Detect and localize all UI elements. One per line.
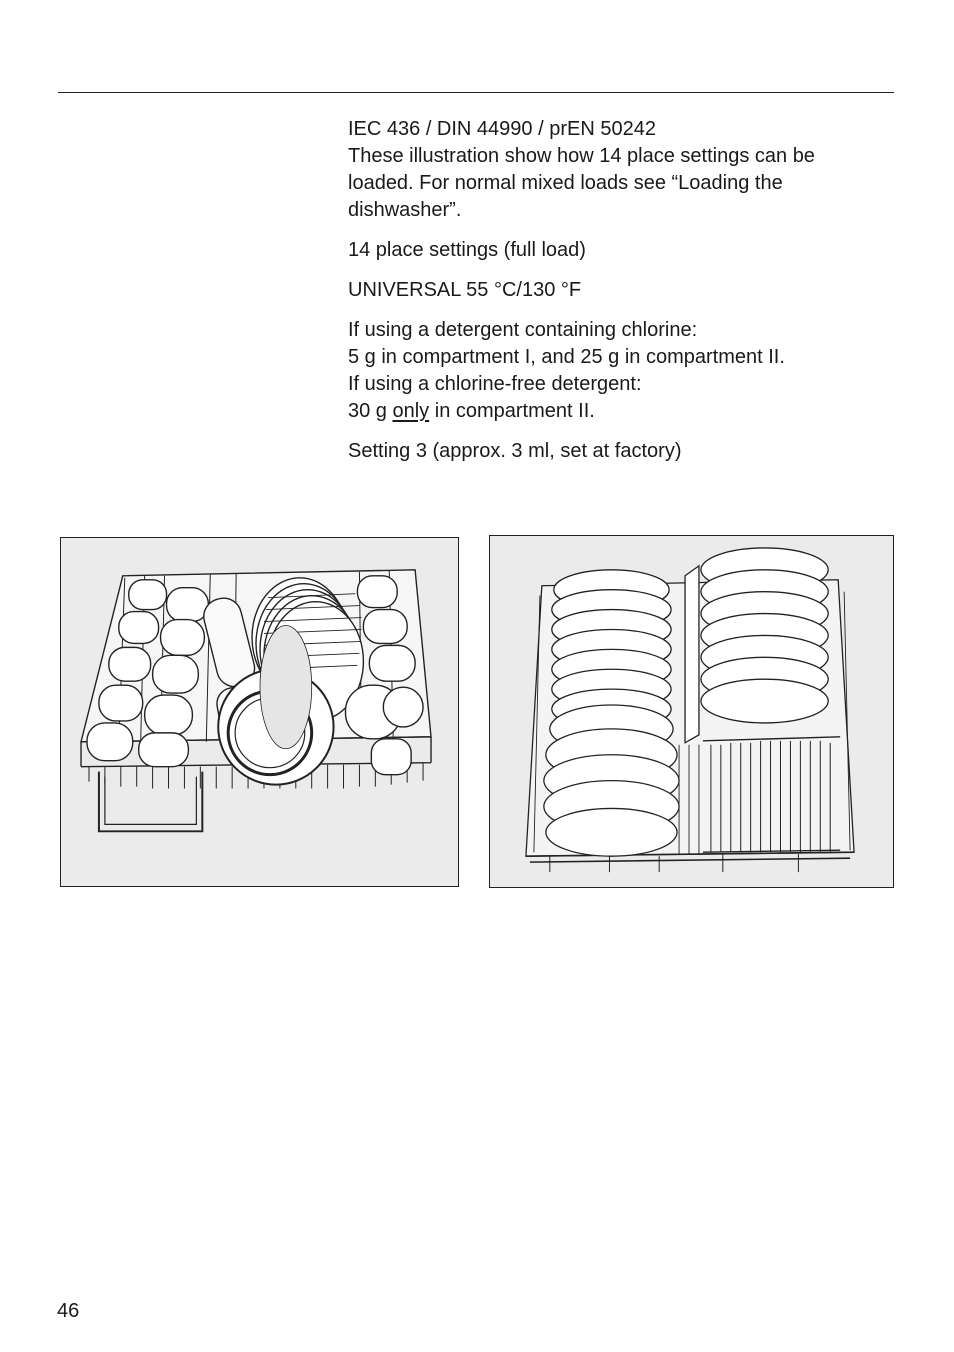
standard-paragraph xyxy=(348,116,894,224)
load-capacity: 14 place settings (full load) xyxy=(348,239,586,261)
chlorine-amount: 5 g in compartment I, and 25 g in compartment II. xyxy=(348,346,785,368)
only-emphasis: only xyxy=(392,400,430,422)
chlorine-heading: If using a detergent containing chlorine: xyxy=(348,319,698,341)
chlorine-free-suffix: in compartment II. xyxy=(429,400,595,422)
chlorine-free-amount xyxy=(348,398,894,425)
standard-line: IEC 436 / DIN 44990 / prEN 50242 xyxy=(348,118,656,140)
upper-basket-figure xyxy=(60,537,459,887)
page-number: 46 xyxy=(57,1300,80,1322)
chlorine-free-prefix: 30 g xyxy=(348,400,393,422)
rinse-aid-setting: Setting 3 (approx. 3 ml, set at factory) xyxy=(348,440,682,462)
intro-line-1: These illustration show how 14 place settings can be xyxy=(348,145,815,167)
header-rule xyxy=(58,92,894,93)
intro-line-2: loaded. For normal mixed loads see “Loading the xyxy=(348,172,783,194)
lower-basket-figure xyxy=(489,535,894,888)
detergent-paragraph xyxy=(348,317,894,425)
lower-basket-illustration xyxy=(490,536,893,887)
intro-line-3: dishwasher”. xyxy=(348,199,462,221)
instruction-text xyxy=(348,116,894,478)
chlorine-free-heading: If using a chlorine-free detergent: xyxy=(348,373,642,395)
upper-basket-illustration xyxy=(61,538,458,886)
programme: UNIVERSAL 55 °C/130 °F xyxy=(348,279,582,301)
